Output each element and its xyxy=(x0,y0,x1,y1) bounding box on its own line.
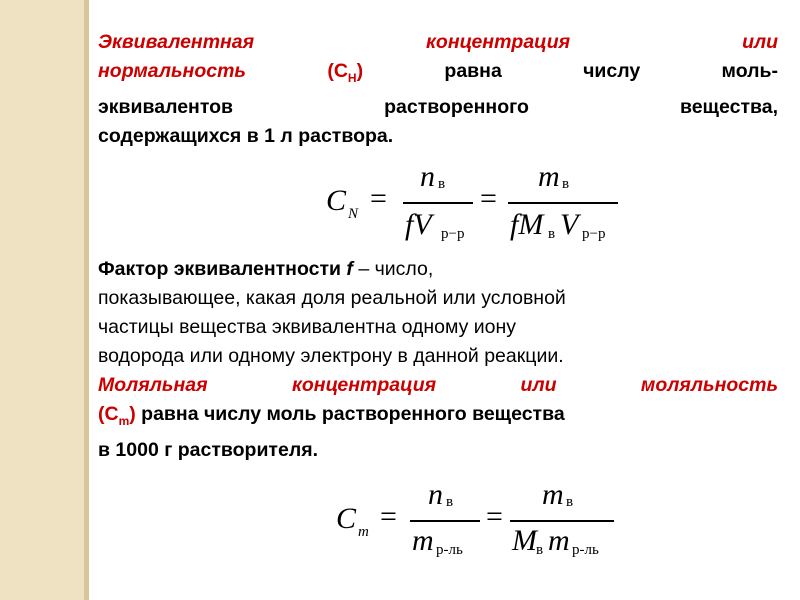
formula1-num2-sub: в xyxy=(562,176,570,192)
equiv-factor-def-start: – число, xyxy=(352,257,434,280)
formula1-lhs: C xyxy=(326,184,347,217)
equiv-factor-line-4: водорода или одному электрону в данной реакции. xyxy=(98,344,564,367)
normality-line-4: содержащихся в 1 л раствора. xyxy=(98,124,394,147)
formula2-lhs-sub: m xyxy=(358,524,369,540)
term-concentration: концентрация xyxy=(426,31,571,53)
formula2-eq2: = xyxy=(486,500,503,533)
term-molal: Моляльная xyxy=(98,373,208,396)
equiv-factor-line-1 xyxy=(98,255,778,284)
formula2-den2-sub2: р-ль xyxy=(572,542,599,558)
equiv-factor-line-3: частицы вещества эквивалентна одному иону xyxy=(98,315,517,338)
formula2-lhs: C xyxy=(336,502,357,535)
normality-def-part: равна числу моль- xyxy=(444,60,779,82)
molality-symbol: $(С_m)$ xyxy=(98,402,136,428)
formula2-eq: = xyxy=(380,500,397,533)
formula1-den2-a: fM xyxy=(510,208,544,241)
formula2-num2-sub: в xyxy=(566,494,574,510)
formula1-eq2: = xyxy=(480,182,497,215)
formula2-den1: m xyxy=(412,524,434,557)
normality-line-2 xyxy=(98,57,778,93)
formula2-num1: n xyxy=(428,478,443,511)
formula1-den2-b: V xyxy=(560,208,579,241)
formula2-den2-sub1: в xyxy=(536,542,544,558)
molality-line-3: в 1000 г растворителя. xyxy=(98,438,319,461)
formula1-den1: fV xyxy=(405,208,432,241)
term-normality: нормальность xyxy=(98,60,247,82)
molality-formula xyxy=(330,478,630,568)
normality-line-3: эквивалентов растворенного вещества, xyxy=(98,95,778,118)
formula2-fraction-bar-2 xyxy=(510,520,614,522)
formula2-den2-b: m xyxy=(548,524,570,557)
formula2-den1-sub: р-ль xyxy=(436,542,463,558)
equiv-factor-line-2: показывающее, какая доля реальной или условной xyxy=(98,286,566,309)
term-equiv-factor: Фактор эквивалентности xyxy=(98,257,341,280)
formula1-den2-sub1: в xyxy=(548,226,556,242)
slide-side-band xyxy=(0,0,84,600)
formula2-num1-sub: в xyxy=(446,494,454,510)
formula1-fraction-bar-1 xyxy=(403,202,473,204)
formula1-num1-sub: в xyxy=(438,176,446,192)
molality-line-1 xyxy=(98,371,778,400)
normality-symbol: $(С_Н)$ xyxy=(327,60,364,85)
term-molality: моляльность xyxy=(640,373,779,396)
formula1-fraction-bar-2 xyxy=(508,202,618,204)
term-concentration-2: концентрация xyxy=(292,373,437,396)
term-or: или xyxy=(742,31,779,53)
normality-formula xyxy=(320,160,620,255)
formula1-den2-sub2: р−р xyxy=(582,226,606,242)
symbol-f: f xyxy=(346,257,353,280)
formula1-lhs-sub: N xyxy=(348,206,359,222)
molality-line-2 xyxy=(98,400,778,436)
formula2-fraction-bar-1 xyxy=(410,520,480,522)
normality-line-1 xyxy=(98,28,778,57)
formula1-den1-sub: р−р xyxy=(441,226,465,242)
formula1-num1: n xyxy=(420,160,435,193)
term-or-2: или xyxy=(520,373,557,396)
slide-side-band-edge xyxy=(84,0,89,600)
formula2-den2-a: M xyxy=(512,524,537,557)
formula2-num2: m xyxy=(542,478,564,511)
formula1-num2: m xyxy=(538,160,560,193)
molality-def-part: равна числу моль растворенного вещества xyxy=(135,402,565,425)
term-equivalent: Эквивалентная xyxy=(98,31,255,53)
formula1-eq: = xyxy=(370,182,387,215)
